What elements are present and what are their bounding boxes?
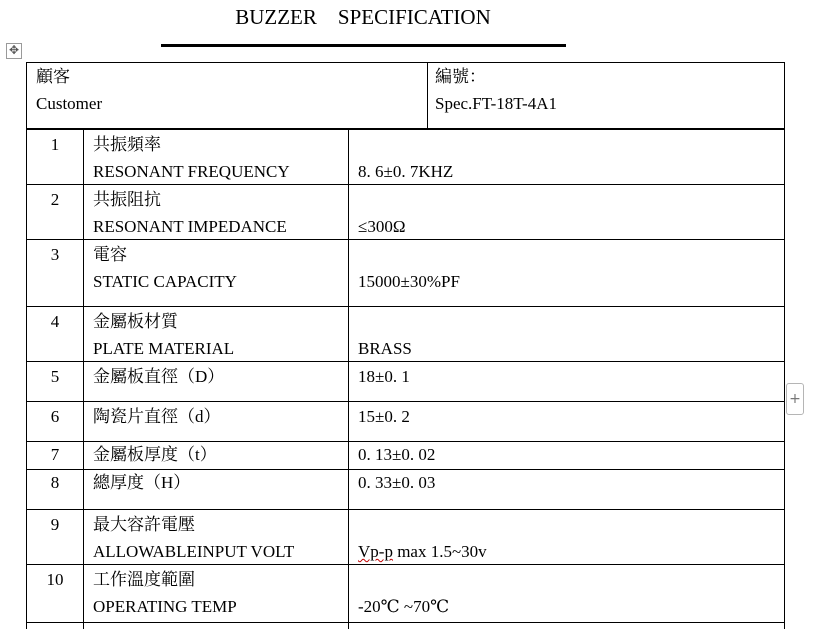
row-value-rest: max 1.5~30v: [392, 542, 487, 561]
row-number: 7: [50, 445, 60, 464]
row-value: 15±0. 2: [358, 407, 410, 426]
title-underline: [161, 44, 566, 47]
customer-divider: [427, 63, 428, 128]
row-label-en: RESONANT FREQUENCY: [93, 162, 290, 181]
row-label-zh: 共振頻率: [93, 135, 161, 154]
row-number: 2: [50, 190, 60, 209]
row-label-en: ALLOWABLEINPUT VOLT: [93, 542, 295, 561]
table-row: [27, 469, 784, 510]
document-title: BUZZER SPECIFICATION: [235, 5, 491, 29]
row-value: ≤300Ω: [358, 217, 406, 236]
row-value: 15000±30%PF: [358, 272, 460, 291]
row-value: BRASS: [358, 339, 412, 358]
row-label-en: PLATE MATERIAL: [93, 339, 235, 358]
row-label-zh: 總厚度（H）: [93, 473, 191, 492]
row-number: 9: [50, 515, 60, 534]
row-label-zh: 金屬板直徑（D）: [93, 367, 225, 386]
row-number: 6: [50, 407, 60, 426]
table-row: [27, 361, 784, 402]
customer-label-en: Customer: [36, 94, 103, 113]
row-number: 3: [50, 245, 60, 264]
table-move-handle-icon[interactable]: ✥: [6, 43, 22, 59]
spec-number-value: Spec.FT-18T-4A1: [435, 94, 557, 113]
row-label-en: RESONANT IMPEDANCE: [93, 217, 287, 236]
table-row: [27, 239, 784, 307]
table-row: [27, 184, 784, 240]
customer-label-zh: 顧客: [36, 67, 70, 86]
row-value: [358, 542, 487, 562]
row-number: 10: [46, 570, 64, 589]
row-label-zh: 金屬板材質: [93, 312, 178, 331]
row-number: 5: [50, 367, 60, 386]
row-number: 1: [50, 135, 60, 154]
row-label-zh: 工作溫度範圍: [93, 570, 195, 589]
row-number: 4: [50, 312, 60, 331]
row-label-zh: 金屬板厚度（t）: [93, 445, 217, 464]
row-value: 0. 13±0. 02: [358, 445, 436, 464]
spellcheck-underlined-text: Vp-p: [358, 542, 393, 561]
table-row-next: [27, 622, 784, 630]
row-label-zh: 共振阻抗: [93, 190, 161, 209]
row-number: 8: [50, 473, 60, 492]
customer-table: [26, 62, 785, 129]
row-label-en: STATIC CAPACITY: [93, 272, 237, 291]
spec-number-label: 編號：: [435, 67, 486, 86]
table-row: [27, 564, 784, 625]
row-label-zh: 陶瓷片直徑（d）: [93, 407, 221, 426]
row-label-zh: 最大容許電壓: [93, 515, 195, 534]
table-row: [27, 401, 784, 442]
table-row: [27, 441, 784, 470]
row-value: 0. 33±0. 03: [358, 473, 436, 492]
row-value: 8. 6±0. 7KHZ: [358, 162, 454, 181]
table-row: [27, 129, 784, 185]
add-column-icon[interactable]: +: [786, 383, 804, 415]
row-label-en: OPERATING TEMP: [93, 597, 237, 616]
table-row: [27, 509, 784, 565]
table-row: [27, 306, 784, 362]
row-value: 18±0. 1: [358, 367, 410, 386]
spec-table: [26, 129, 785, 629]
row-value: -20℃ ~70℃: [358, 597, 450, 616]
row-label-zh: 電容: [93, 245, 127, 264]
